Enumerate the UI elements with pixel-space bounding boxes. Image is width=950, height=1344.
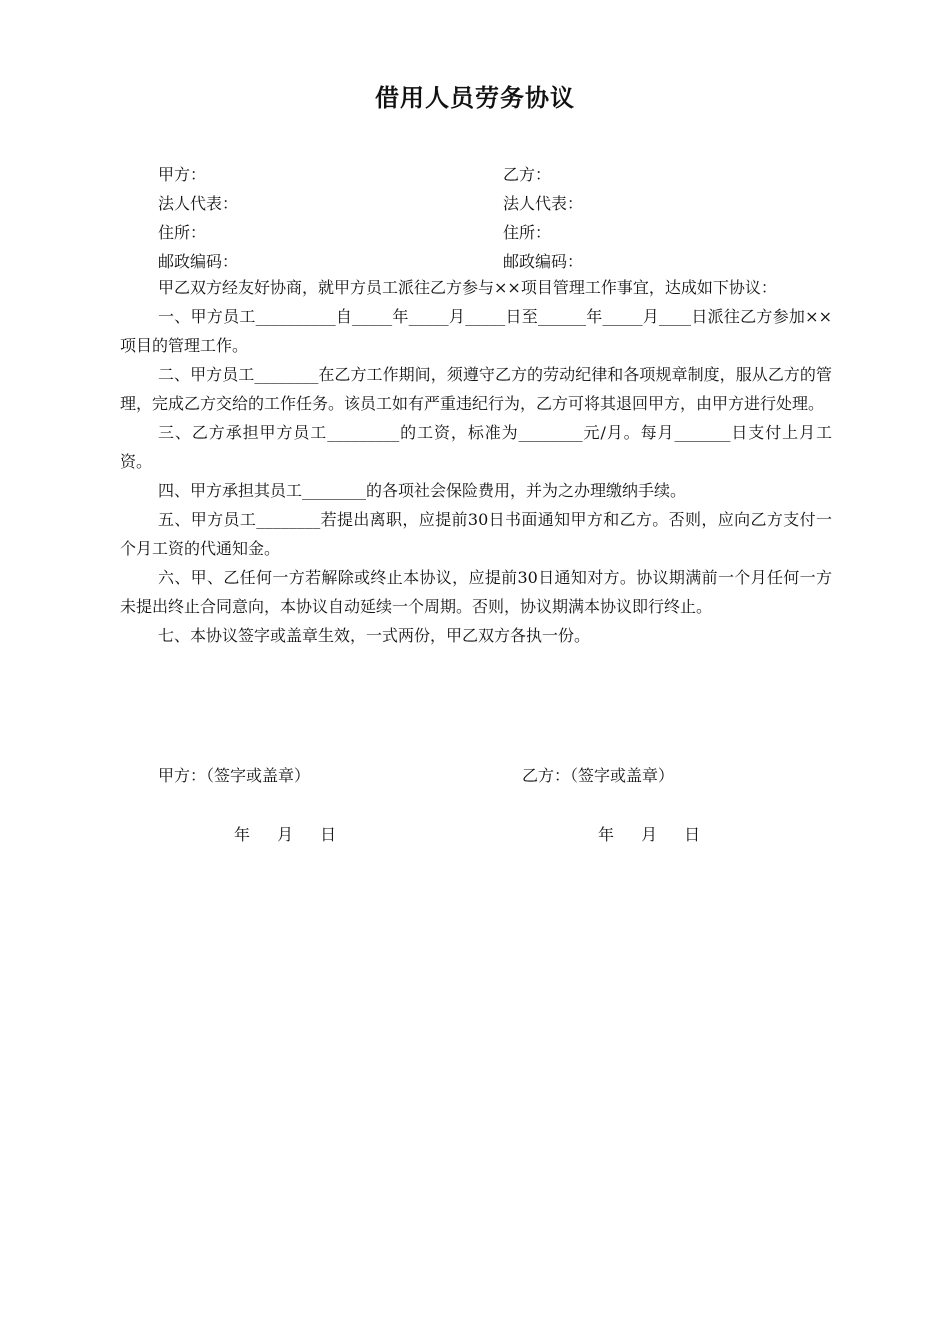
- clause-5: 五、甲方员工________若提出离职，应提前30日书面通知甲方和乙方。否则，应向乙方支付一个月工资的代通知金。: [120, 510, 832, 558]
- intro-paragraph: 甲乙双方经友好协商，就甲方员工派往乙方参与××项目管理工作事宜，达成如下协议：: [158, 278, 777, 297]
- date-party-b: 年 月 日: [598, 825, 701, 844]
- clause-3: 三、乙方承担甲方员工_________的工资，标准为________元/月。每月_______日支付上月工资。: [120, 423, 832, 471]
- date-party-a: 年 月 日: [234, 825, 337, 844]
- party-rep-row: [158, 189, 718, 218]
- party-a-name: 甲方：: [158, 165, 207, 184]
- clause-2: 二、甲方员工________在乙方工作期间，须遵守乙方的劳动纪律和各项规章制度，服从乙方的管理，完成乙方交给的工作任务。该员工如有严重违纪行为，乙方可将其退回甲方，由甲方进行处理。: [120, 365, 832, 413]
- clause-7: 七、本协议签字或盖章生效，一式两份，甲乙双方各执一份。: [158, 626, 591, 645]
- party-b-name: 乙方：: [503, 165, 552, 184]
- party-a-rep: 法人代表：: [158, 194, 239, 213]
- clause-6: 六、甲、乙任何一方若解除或终止本协议，应提前30日通知对方。协议期满前一个月任何一方未提出终止合同意向，本协议自动延续一个周期。否则，协议期满本协议即行终止。: [120, 568, 832, 616]
- party-a-postcode: 邮政编码：: [158, 252, 239, 271]
- signature-party-b: 乙方：（签字或盖章）: [522, 766, 675, 785]
- document-title: 借用人员劳务协议: [375, 83, 575, 112]
- party-b-postcode: 邮政编码：: [503, 252, 584, 271]
- party-address-row: [158, 218, 718, 247]
- party-name-row: [158, 160, 718, 189]
- party-info-block: [158, 160, 718, 276]
- clause-4: 四、甲方承担其员工________的各项社会保险费用，并为之办理缴纳手续。: [158, 481, 687, 500]
- signature-party-a: 甲方：（签字或盖章）: [158, 766, 311, 785]
- party-postcode-row: [158, 247, 718, 276]
- clause-1: 一、甲方员工__________自_____年_____月_____日至______年_____月____日派往乙方参加××项目的管理工作。: [120, 307, 832, 355]
- agreement-body: [120, 273, 832, 650]
- party-b-address: 住所：: [503, 223, 552, 242]
- party-b-rep: 法人代表：: [503, 194, 584, 213]
- party-a-address: 住所：: [158, 223, 207, 242]
